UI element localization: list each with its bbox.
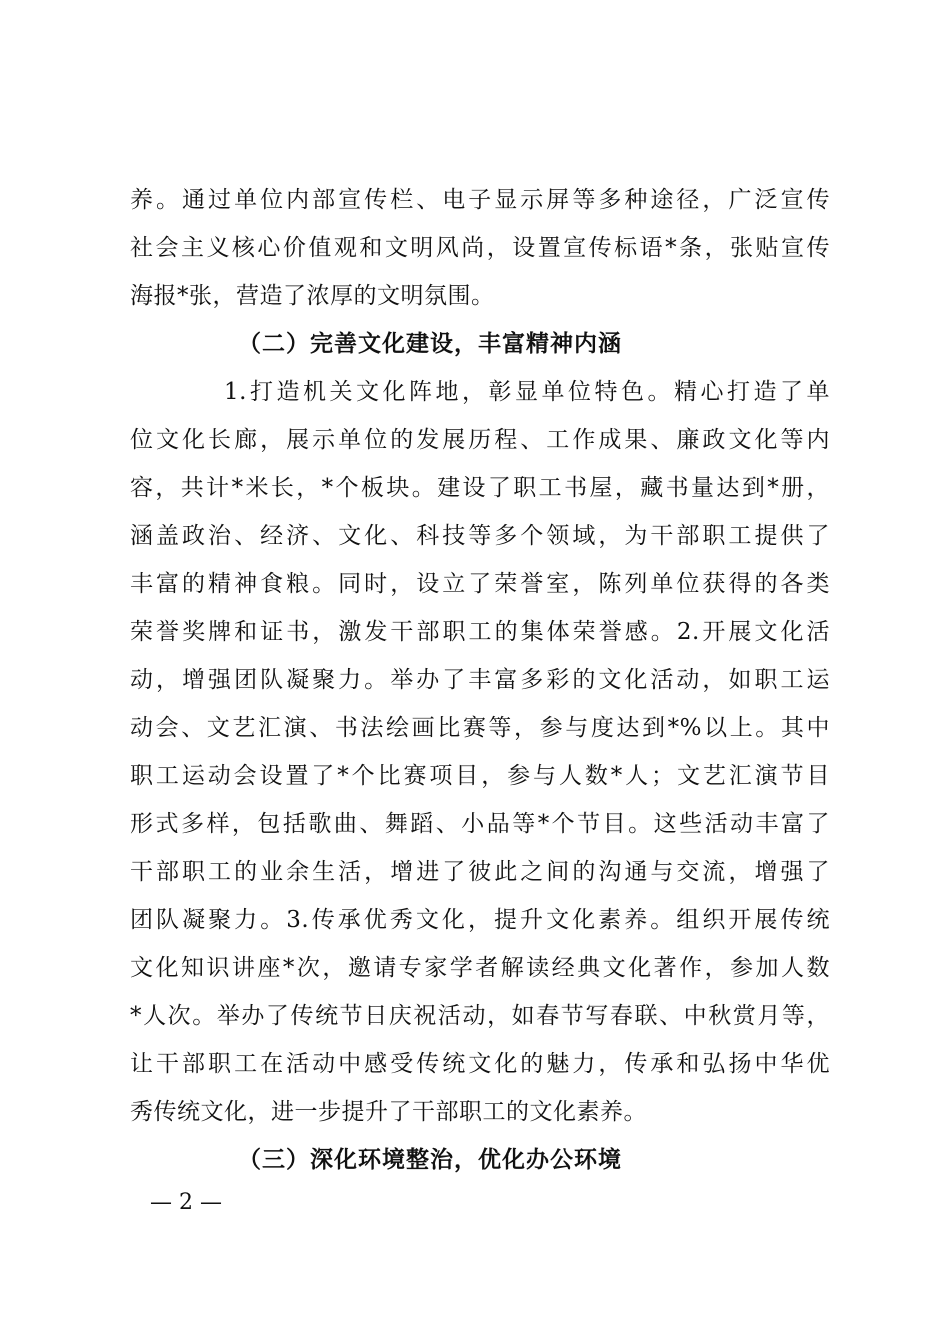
page-number: — 2 — <box>150 1190 222 1215</box>
section-heading-2: （二）完善文化建设，丰富精神内涵 <box>238 331 622 357</box>
paragraph-line: 形式多样，包括歌曲、舞蹈、小品等*个节目。这些活动丰富了 <box>130 811 830 837</box>
paragraph-line: 让干部职工在活动中感受传统文化的魅力，传承和弘扬中华优 <box>130 1051 830 1077</box>
section-heading-3: （三）深化环境整治，优化办公环境 <box>238 1147 622 1173</box>
paragraph-line: 丰富的精神食粮。同时，设立了荣誉室，陈列单位获得的各类 <box>130 571 830 597</box>
paragraph-line: 干部职工的业余生活，增进了彼此之间的沟通与交流，增强了 <box>130 859 830 885</box>
paragraph-line: *人次。举办了传统节日庆祝活动，如春节写春联、中秋赏月等， <box>130 1003 830 1029</box>
paragraph-line: 容，共计*米长，*个板块。建设了职工书屋，藏书量达到*册， <box>130 475 830 501</box>
paragraph-line: 动，增强团队凝聚力。举办了丰富多彩的文化活动，如职工运 <box>130 667 830 693</box>
paragraph-line: 动会、文艺汇演、书法绘画比赛等，参与度达到*%以上。其中 <box>130 715 830 741</box>
paragraph-line: 涵盖政治、经济、文化、科技等多个领域，为干部职工提供了 <box>130 523 830 549</box>
paragraph-line: 团队凝聚力。3.传承优秀文化，提升文化素养。组织开展传统 <box>130 907 830 933</box>
paragraph-line: 1.打造机关文化阵地，彰显单位特色。精心打造了单 <box>224 379 830 405</box>
paragraph-line: 养。通过单位内部宣传栏、电子显示屏等多种途径，广泛宣传 <box>130 187 830 213</box>
document-body <box>130 176 830 1184</box>
paragraph-line: 海报*张，营造了浓厚的文明氛围。 <box>130 283 495 309</box>
paragraph-line: 位文化长廊，展示单位的发展历程、工作成果、廉政文化等内 <box>130 427 830 453</box>
paragraph-line: 文化知识讲座*次，邀请专家学者解读经典文化著作，参加人数 <box>130 955 830 981</box>
paragraph-line: 社会主义核心价值观和文明风尚，设置宣传标语*条，张贴宣传 <box>130 235 830 261</box>
paragraph-line: 秀传统文化，进一步提升了干部职工的文化素养。 <box>130 1099 647 1125</box>
paragraph-line: 职工运动会设置了*个比赛项目，参与人数*人；文艺汇演节目 <box>130 763 830 789</box>
paragraph-line: 荣誉奖牌和证书，激发干部职工的集体荣誉感。2.开展文化活 <box>130 619 830 645</box>
